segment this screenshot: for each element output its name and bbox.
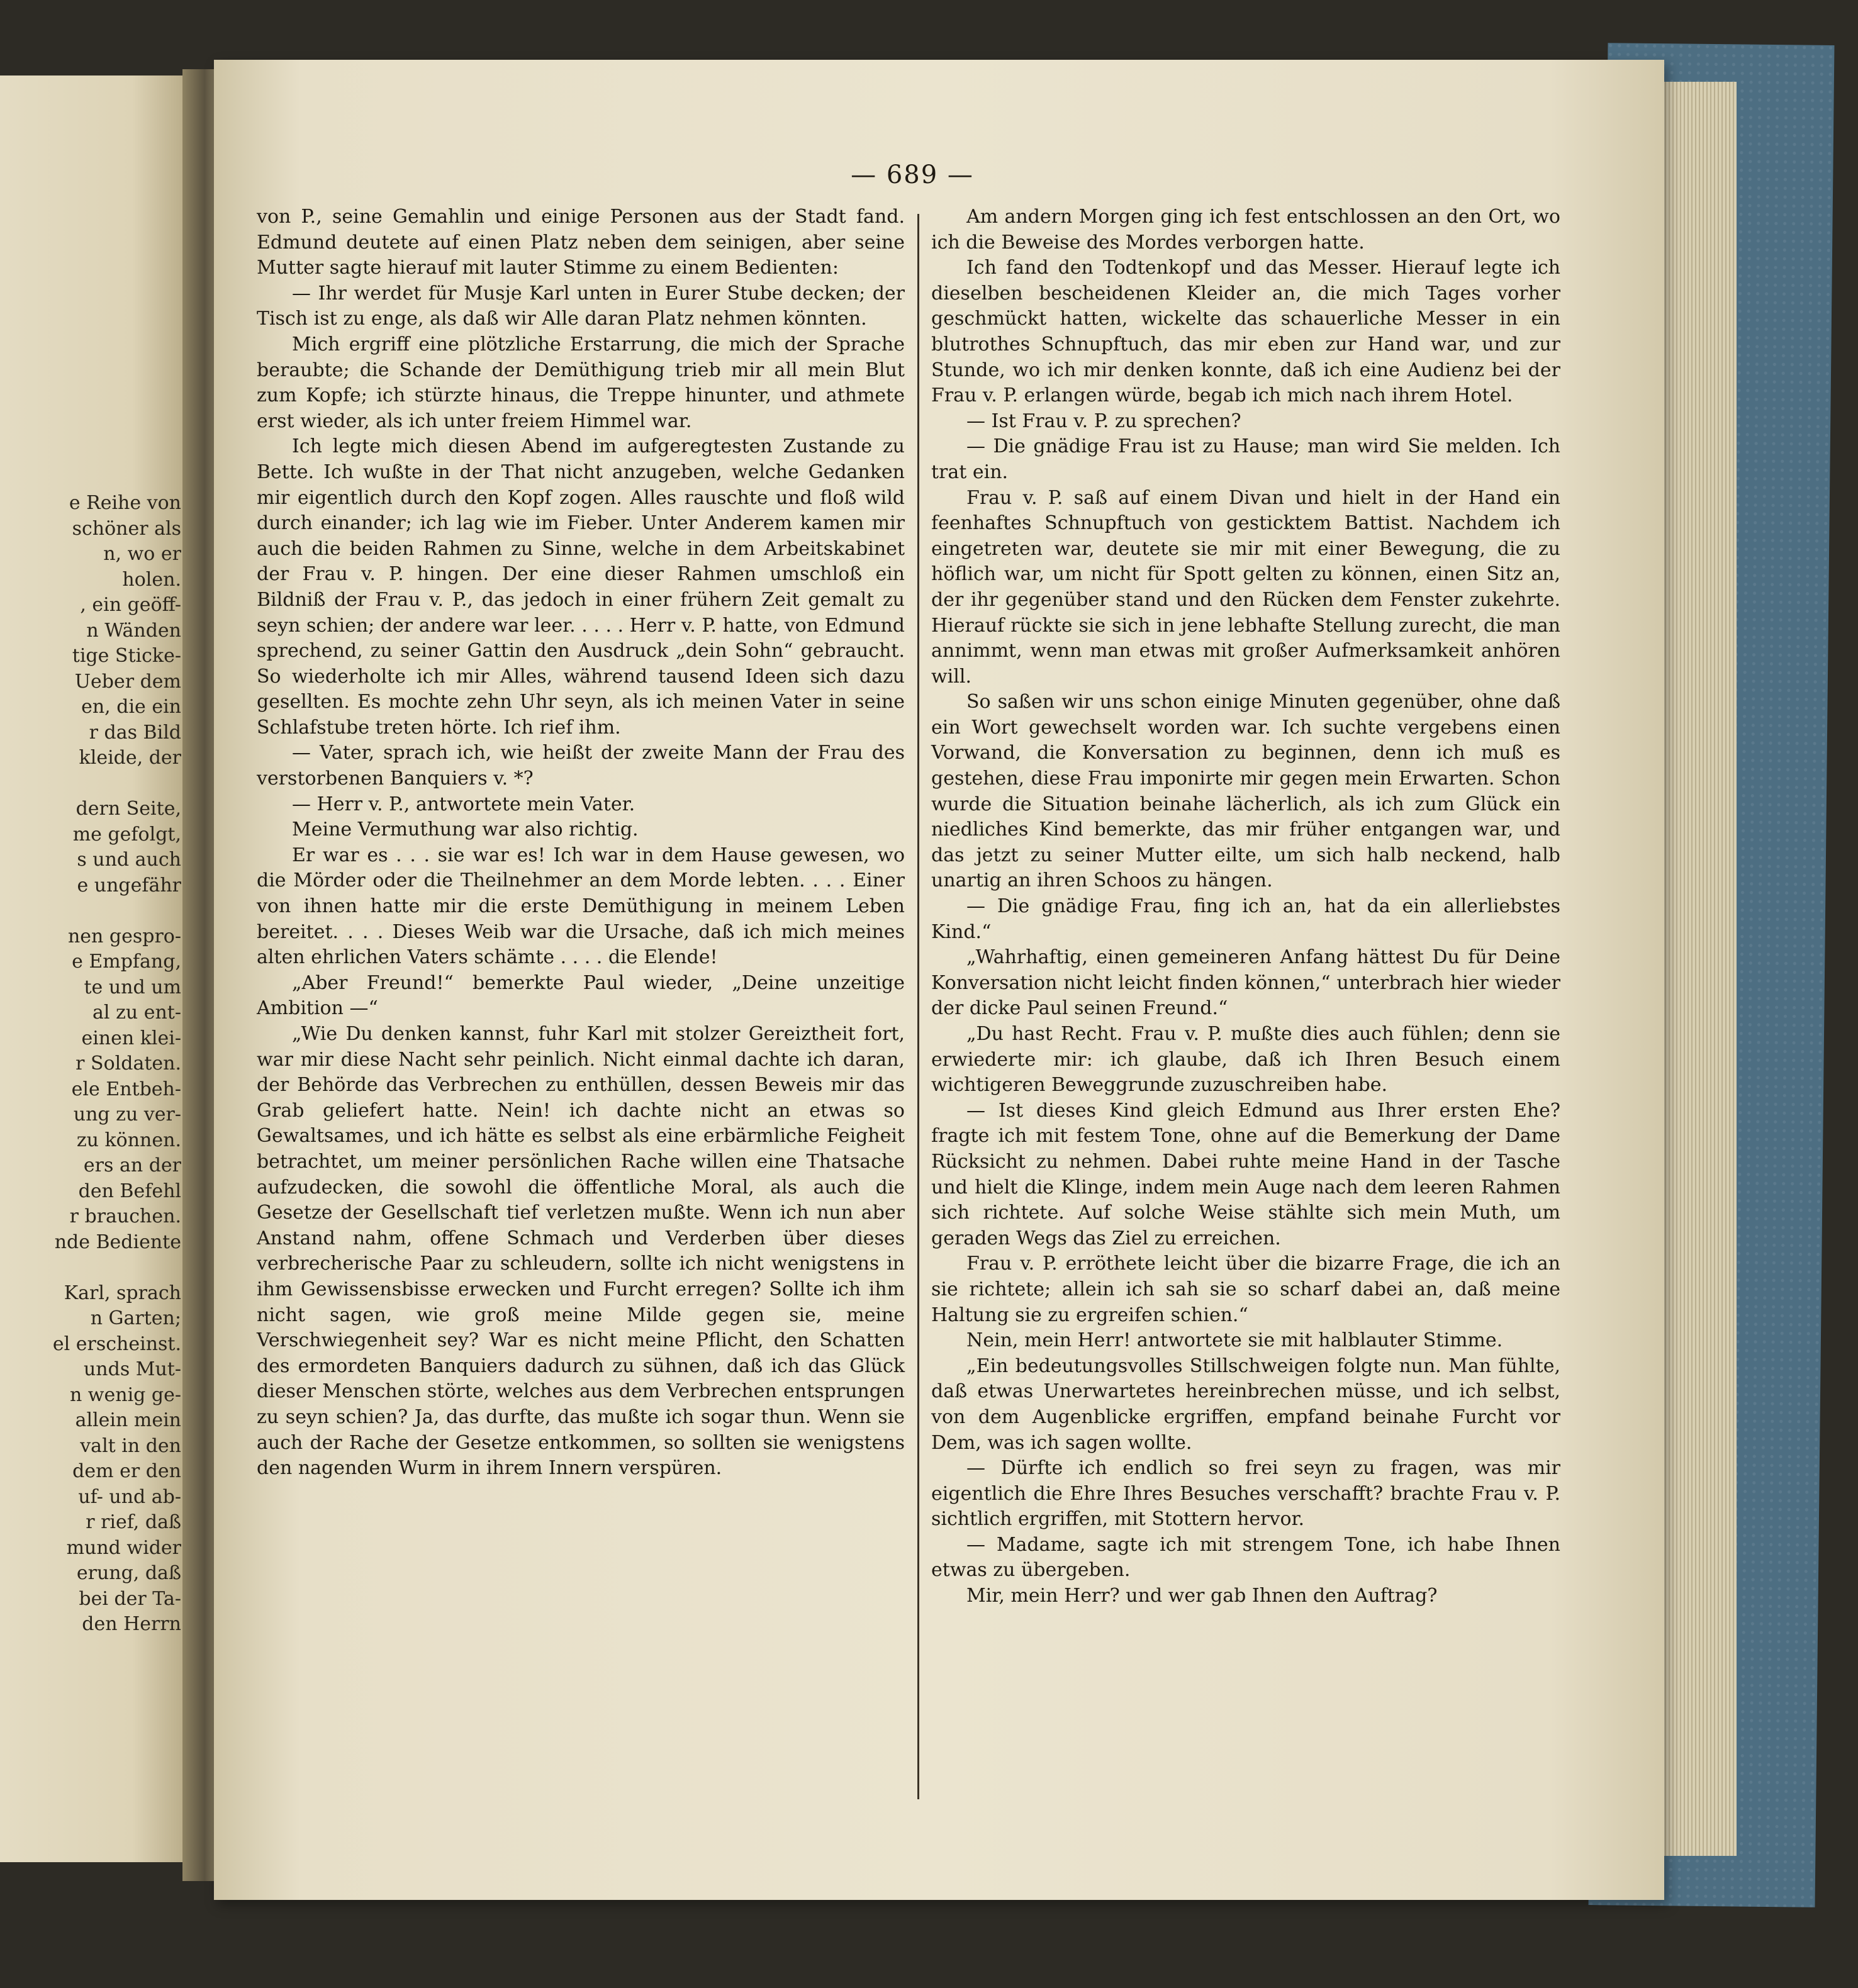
left-page-line: r Soldaten. xyxy=(76,1053,181,1075)
paragraph: Ich legte mich diesen Abend im aufgeregtesten Zustande zu Bette. Ich wußte in der That nicht anzugeben, welche Gedanken mir eigentlich durch den Kopf zogen. Alles rauschte und floß wild durch einander; ich lag wie im Fieber. Unter Anderem kamen mir auch die beiden Rahmen zu Sinne, welche in dem Arbeitskabinet der Frau v. P. hingen. Der eine dieser Rahmen umschloß ein Bildniß der Frau v. P., das jedoch in einer frühern Zeit gemalt zu seyn schien; der andere war leer. . . . . Herr v. P. hatte, von Edmund sprechend, zu seiner Gattin den Ausdruck „dein Sohn“ gebraucht. So wiederholte ich mir Alles, während tausend Ideen sich dazu gesellten. Es mochte zehn Uhr seyn, als ich meinen Vater in seine Schlafstube treten hörte. Ich rief ihm. xyxy=(257,435,905,739)
left-page-line: e ungefähr xyxy=(77,874,181,896)
paragraph: Ich fand den Todtenkopf und das Messer. Hierauf legte ich dieselben bescheidenen Kleider an, die mich Tages vorher geschmückt hatten, wickelte das schauerliche Messer in ein blutrothes Schnupftuch, das mir eben zur Hand war, und zur Stunde, wo ich mir denken konnte, daß ich eine Audienz bei der Frau v. P. erlangen würde, begab ich mich nach ihrem Hotel. xyxy=(931,257,1560,407)
paragraph: Mich ergriff eine plötzliche Erstarrung, die mich der Sprache beraubte; die Schande der Demüthigung trieb mir all mein Blut zum Kopfe; ich stürzte hinaus, die Treppe hinunter, und athmete erst wieder, als ich unter freiem Himmel war. xyxy=(257,333,905,432)
left-page-line: den Befehl xyxy=(78,1180,181,1202)
left-page-line: r das Bild xyxy=(89,721,181,744)
left-page-line: en, die ein xyxy=(81,696,181,718)
paragraph: Frau v. P. erröthete leicht über die bizarre Frage, die ich an sie richtete; allein ich sah sie so scharf dabei an, daß meine Haltung sie zu ergreifen schien.“ xyxy=(931,1253,1560,1326)
paragraph: „Aber Freund!“ bemerkte Paul wieder, „Deine unzeitige Ambition —“ xyxy=(257,971,905,1020)
left-page-line: r brauchen. xyxy=(69,1205,181,1227)
paragraph: — Herr v. P., antwortete mein Vater. xyxy=(292,793,635,815)
left-page xyxy=(0,75,189,1862)
paragraph: Nein, mein Herr! antwortete sie mit halblauter Stimme. xyxy=(966,1329,1503,1352)
paragraph: — Die gnädige Frau, fing ich an, hat da ein allerliebstes Kind.“ xyxy=(931,895,1560,943)
paragraph: „Ein bedeutungsvolles Stillschweigen folgte nun. Man fühlte, daß etwas Unerwartetes hereinbrechen müsse, und ich selbst, von dem Augenblicke ergriffen, empfand beinahe Furcht vor Dem, was ich sagen wollte. xyxy=(931,1354,1560,1454)
paragraph: „Wahrhaftig, einen gemeineren Anfang hättest Du für Deine Konversation nicht leicht finden können,“ unterbrach hier wieder der dicke Paul seinen Freund.“ xyxy=(931,946,1560,1020)
left-page-line: nde Bediente xyxy=(54,1231,181,1253)
left-page-line: valt in den xyxy=(80,1434,181,1457)
left-page-line: n Wänden xyxy=(86,619,181,642)
left-page-line: dern Seite, xyxy=(76,798,181,820)
left-page-line: el erscheinst. xyxy=(52,1332,181,1355)
paragraph: Am andern Morgen ging ich fest entschlossen an den Ort, wo ich die Beweise des Mordes verborgen hatte. xyxy=(931,206,1560,254)
left-page-line xyxy=(0,1255,181,1281)
column-divider xyxy=(917,214,919,1799)
paragraph: Meine Vermuthung war also richtig. xyxy=(292,818,639,841)
paragraph: — Madame, sagte ich mit strengem Tone, ich habe Ihnen etwas zu übergeben. xyxy=(931,1533,1560,1582)
left-page-line: al zu ent- xyxy=(92,1002,181,1024)
paragraph: — Ihr werdet für Musje Karl unten in Eurer Stube decken; der Tisch ist zu enge, als daß wir Alle daran Platz nehmen könnten. xyxy=(257,282,905,330)
left-page-line: allein mein xyxy=(75,1409,181,1431)
paragraph: „Du hast Recht. Frau v. P. mußte dies auch fühlen; denn sie erwiederte mir: ich glaube, daß ich Ihren Besuch einem wichtigeren Beweggrunde zuzuschreiben habe. xyxy=(931,1023,1560,1097)
left-page-line: unds Mut- xyxy=(83,1358,181,1380)
left-page-line: te und um xyxy=(84,976,181,998)
paragraph: von P., seine Gemahlin und einige Personen aus der Stadt fand. Edmund deutete auf einen Platz neben dem seinigen, aber seine Mutter sagte hierauf mit lauter Stimme zu einem Bedienten: xyxy=(257,206,905,279)
paragraph: — Ist Frau v. P. zu sprechen? xyxy=(966,410,1241,432)
paragraph: Mir, mein Herr? und wer gab Ihnen den Auftrag? xyxy=(966,1585,1438,1607)
left-page-text xyxy=(0,491,189,1638)
left-page-line: Karl, sprach xyxy=(64,1282,181,1304)
paragraph: — Vater, sprach ich, wie heißt der zweite Mann der Frau des verstorbenen Banquiers v. *? xyxy=(257,742,905,790)
left-page-line xyxy=(0,898,181,924)
left-page-line: ers an der xyxy=(83,1154,181,1176)
left-page-line: e Empfang, xyxy=(72,951,181,973)
left-page-line xyxy=(0,771,181,797)
left-page-line: erung, daß xyxy=(76,1562,181,1584)
left-page-line: zu können. xyxy=(76,1129,181,1151)
left-page-line: ung zu ver- xyxy=(73,1103,181,1125)
left-page-line: me gefolgt, xyxy=(72,823,181,846)
left-page-line: r rief, daß xyxy=(86,1511,181,1533)
left-page-line: mund wider xyxy=(66,1536,181,1559)
paragraph: — Ist dieses Kind gleich Edmund aus Ihrer ersten Ehe? fragte ich mit festem Tone, ohne auf die Bemerkung der Dame Rücksicht zu nehmen. Dabei ruhte meine Hand in der Tasche und hielt die Klinge, indem mein Auge nach dem leeren Rahmen sich richtete. Auf solche Weise stählte sich mein Muth, um geraden Wegs das Ziel zu erreichen. xyxy=(931,1099,1560,1249)
left-page-line: s und auch xyxy=(77,849,181,871)
paragraph: — Die gnädige Frau ist zu Hause; man wird Sie melden. Ich trat ein. xyxy=(931,435,1560,483)
paragraph: „Wie Du denken kannst, fuhr Karl mit stolzer Gereiztheit fort, war mir diese Nacht sehr peinlich. Nicht einmal dachte ich daran, der Behörde das Verbrechen zu enthüllen, dessen Beweis mir das Grab geliefert hatte. Nein! ich dachte nicht an etwas so Gewaltsames, und ich hätte es selbst als eine erbärmliche Feigheit betrachtet, um meiner persönlichen Rache willen eine Thatsache aufzudecken, die sowohl die öffentliche Moral, als auch die Gesetze der Gesellschaft tief verletzen mußte. Wenn ich nun aber Anstand nahm, offene Schmach und Verderben über dieses verbrecherische Paar zu schleudern, sollte ich nicht wenigstens in ihm Gewissensbisse erwecken und Furcht erregen? Sollte ich ihm nicht sagen, wie groß meine Milde gegen sie, meine Verschwiegenheit sey? War es nicht meine Pflicht, den Schatten des ermordeten Banquiers dadurch zu sühnen, daß ich das Glück dieser Menschen störte, welches aus dem Verbrechen entsprungen zu seyn schien? Ja, das durfte, das mußte ich sogar thun. Wenn sie auch der Rache der Gesetze entkommen, so sollten sie wenigstens den nagenden Wurm in ihrem Innern verspüren. xyxy=(257,1023,905,1480)
left-page-line: n, wo er xyxy=(103,543,181,565)
left-page-line: einen klei- xyxy=(81,1027,181,1049)
text-column-left xyxy=(257,204,905,1482)
paragraph: Frau v. P. saß auf einem Divan und hielt in der Hand ein feenhaftes Schnupftuch von gesticktem Battist. Nachdem ich eingetreten war, deutete sie mir mit einer Bewegung, die zu höflich war, um nicht für Spott gelten zu können, einen Sitz an, der ihr gegenüber stand und den Rücken dem Fenster zukehrte. Hierauf rückte sie sich in jene lebhafte Stellung zurecht, die man annimmt, wenn man etwas mit großer Aufmerksamkeit anhören will. xyxy=(931,486,1560,688)
left-page-line: uf- und ab- xyxy=(78,1485,181,1508)
left-page-line: e Reihe von xyxy=(69,492,181,514)
left-page-line: bei der Ta- xyxy=(79,1587,181,1610)
paragraph: — Dürfte ich endlich so frei seyn zu fragen, was mir eigentlich die Ehre Ihres Besuches verschafft? brachte Frau v. P. sichtlich ergriffen, mit Stottern hervor. xyxy=(931,1457,1560,1531)
left-page-line: schöner als xyxy=(72,517,181,540)
left-page-line: holen. xyxy=(122,568,181,591)
left-page-line: ele Entbeh- xyxy=(71,1078,181,1100)
left-page-line: dem er den xyxy=(72,1460,181,1482)
paragraph: So saßen wir uns schon einige Minuten gegenüber, ohne daß ein Wort gewechselt worden war. Ich suchte vergebens einen Vorwand, die Konversation zu beginnen, denn ich muß es gestehen, diese Frau imponirte mir gegen mein Erwarten. Schon wurde die Situation beinahe lächerlich, als ich zum Glück ein niedliches Kind bemerkte, das mir früher entgangen war, und das jetzt zu seiner Mutter eilte, um sich halb neckend, halb unartig an ihren Schoos zu hängen. xyxy=(931,691,1560,892)
text-column-right xyxy=(931,204,1560,1609)
left-page-line: n wenig ge- xyxy=(69,1383,181,1406)
left-page-line: Ueber dem xyxy=(74,670,181,693)
left-page-line: den Herrn xyxy=(82,1613,181,1635)
left-page-line: nen gespro- xyxy=(67,925,181,947)
left-page-line: tige Sticke- xyxy=(72,645,181,667)
left-page-line: , ein geöff- xyxy=(80,594,181,616)
page-number: — 689 — xyxy=(851,160,974,189)
paragraph: Er war es . . . sie war es! Ich war in dem Hause gewesen, wo die Mörder oder die Theilnehmer an dem Morde lebten. . . . Einer von ihnen hatte mir die erste Demüthigung in meinem Leben bereitet. . . . Dieses Weib war die Ursache, daß ich mich meines alten ehrlichen Vaters schämte . . . . die Elende! xyxy=(257,844,905,969)
left-page-line: kleide, der xyxy=(79,747,181,769)
left-page-line: n Garten; xyxy=(90,1307,181,1329)
